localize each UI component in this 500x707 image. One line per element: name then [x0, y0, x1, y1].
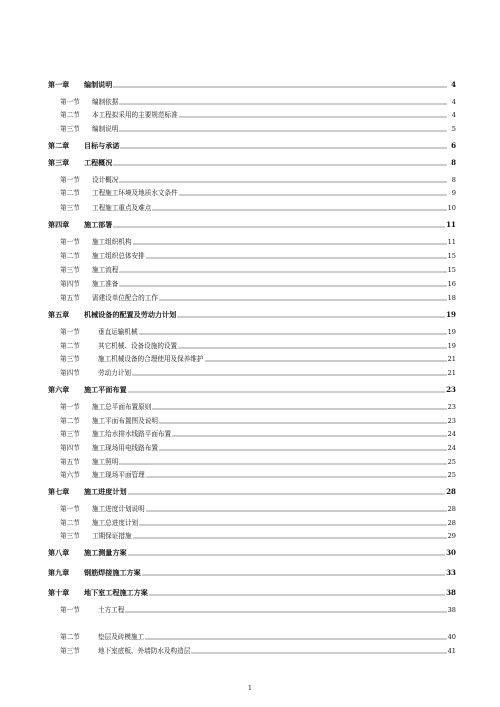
toc-entry-title: 其它机械、设备设施的设置: [98, 342, 178, 350]
toc-entry-page: 8: [451, 176, 456, 184]
toc-entry-title: 施工进度计划说明: [92, 505, 145, 513]
toc-entry-title: 土方工程: [98, 606, 125, 614]
toc-entry-title: 施工测量方案: [84, 548, 127, 557]
toc-entry-title: 垂直运输机械: [98, 328, 138, 336]
toc-entry-number: 第三节: [60, 125, 80, 133]
toc-chapter-entry[interactable]: [48, 588, 456, 598]
toc-entry-page: 21: [447, 355, 456, 363]
toc-entry-page: 25: [447, 471, 456, 479]
toc-entry-title: 工程概况: [84, 158, 113, 167]
toc-entry-number: 第四节: [60, 369, 80, 377]
toc-entry-title: 施工给水排水线路平面布置: [92, 430, 172, 438]
toc-entry-title: 编制依据: [92, 98, 119, 106]
toc-chapter-entry[interactable]: [48, 220, 456, 230]
toc-entry-page: 10: [447, 204, 456, 212]
toc-chapter-entry[interactable]: [48, 310, 456, 320]
toc-entry-title: 钢筋焊接施工方案: [84, 568, 141, 577]
toc-entry-number: 第二节: [60, 342, 80, 350]
toc-section-entry[interactable]: [48, 632, 456, 642]
toc-chapter-entry[interactable]: [48, 548, 456, 558]
toc-entry-page: 19: [447, 342, 456, 350]
toc-entry-page: 19: [447, 328, 456, 336]
dot-leader: [128, 489, 446, 495]
toc-entry-page: 16: [447, 280, 456, 288]
toc-entry-page: 5: [451, 125, 456, 133]
dot-leader: [132, 370, 447, 376]
toc-entry-number: 第三节: [60, 430, 80, 438]
toc-entry-number: 第一节: [60, 606, 80, 614]
toc-entry-number: 第六章: [48, 385, 70, 394]
toc-entry-page: 28: [446, 487, 456, 496]
toc-entry-number: 第二节: [60, 252, 80, 260]
toc-entry-page: 15: [447, 252, 456, 260]
page-number: 1: [247, 684, 253, 692]
toc-section-entry[interactable]: [48, 293, 456, 303]
toc-section-entry[interactable]: [48, 402, 456, 412]
toc-entry-number: 第二节: [60, 189, 80, 197]
table-of-contents: [48, 0, 456, 707]
toc-entry-page: 21: [447, 369, 456, 377]
toc-section-entry[interactable]: [48, 124, 456, 134]
toc-entry-page: 4: [451, 98, 456, 106]
dot-leader: [128, 550, 446, 556]
toc-entry-title: 目标与承诺: [84, 141, 120, 150]
dot-leader: [159, 418, 447, 424]
dot-leader: [152, 404, 446, 410]
toc-entry-number: 第一节: [60, 238, 80, 246]
dot-leader: [179, 190, 447, 196]
toc-section-entry[interactable]: [48, 188, 456, 198]
toc-entry-number: 第一节: [60, 505, 80, 513]
toc-entry-title: 施工准备: [92, 280, 119, 288]
dot-leader: [139, 329, 447, 335]
toc-entry-title: 编制说明: [92, 125, 119, 133]
toc-entry-number: 第三节: [60, 266, 80, 274]
dot-leader: [119, 126, 447, 132]
dot-leader: [178, 343, 446, 349]
toc-entry-number: 第六节: [60, 471, 80, 479]
toc-entry-number: 第四节: [60, 444, 80, 452]
toc-entry-page: 30: [446, 548, 456, 557]
dot-leader: [149, 590, 445, 596]
toc-entry-title: 工程施工重点及难点: [92, 204, 152, 212]
toc-section-entry[interactable]: [48, 327, 456, 337]
dot-leader: [133, 533, 447, 539]
toc-entry-title: 编制说明: [84, 80, 113, 89]
toc-entry-title: 施工现场用电线路布置: [92, 444, 158, 452]
dot-leader: [113, 160, 447, 166]
toc-entry-number: 第七章: [48, 487, 70, 496]
toc-entry-title: 垫层及砖模施工: [98, 633, 145, 641]
dot-leader: [152, 205, 446, 211]
toc-entry-page: 23: [447, 403, 456, 411]
toc-entry-title: 工期保证措施: [92, 532, 132, 540]
dot-leader: [125, 607, 446, 613]
toc-entry-page: 9: [451, 189, 456, 197]
toc-entry-page: 4: [451, 80, 456, 89]
toc-entry-number: 第二节: [60, 417, 80, 425]
toc-entry-number: 第五节: [60, 294, 80, 302]
toc-entry-title: 施工平面布置: [84, 385, 127, 394]
dot-leader: [159, 295, 447, 301]
toc-section-entry[interactable]: [48, 531, 456, 541]
dot-leader: [142, 570, 445, 576]
toc-entry-title: 施工组织总体安排: [92, 252, 145, 260]
toc-entry-page: 25: [447, 458, 456, 466]
toc-entry-title: 需建设单位配合的工作: [92, 294, 158, 302]
dot-leader: [119, 459, 446, 465]
toc-entry-title: 本工程拟采用的主要规范标准: [92, 111, 178, 119]
toc-entry-number: 第五节: [60, 458, 80, 466]
toc-entry-title: 劳动力计划: [98, 369, 131, 377]
toc-section-entry[interactable]: [48, 265, 456, 275]
toc-entry-page: 38: [447, 606, 456, 614]
toc-chapter-entry[interactable]: [48, 385, 456, 395]
dot-leader: [172, 431, 446, 437]
toc-entry-page: 11: [446, 220, 456, 229]
toc-entry-title: 设计概况: [92, 176, 119, 184]
toc-entry-page: 18: [447, 294, 456, 302]
toc-section-entry[interactable]: [48, 341, 456, 351]
dot-leader: [146, 472, 447, 478]
toc-section-entry[interactable]: [48, 429, 456, 439]
dot-leader: [133, 239, 447, 245]
toc-chapter-entry[interactable]: [48, 141, 456, 151]
toc-entry-number: 第一节: [60, 403, 80, 411]
toc-section-entry[interactable]: [48, 97, 456, 107]
toc-entry-page: 19: [446, 310, 456, 319]
toc-section-entry[interactable]: [48, 203, 456, 213]
toc-entry-title: 机械设备的配置及劳动力计划: [84, 310, 177, 319]
toc-entry-number: 第四章: [48, 220, 70, 229]
toc-entry-page: 24: [447, 430, 456, 438]
toc-entry-page: 40: [447, 633, 456, 641]
dot-leader: [139, 520, 446, 526]
toc-section-entry[interactable]: [48, 443, 456, 453]
toc-entry-page: 4: [451, 111, 456, 119]
toc-entry-page: 28: [447, 519, 456, 527]
toc-entry-number: 第二节: [60, 633, 80, 641]
dot-leader: [179, 112, 447, 118]
toc-entry-title: 施工进度计划: [84, 487, 127, 496]
dot-leader: [119, 267, 446, 273]
dot-leader: [205, 356, 447, 362]
toc-entry-page: 11: [447, 238, 456, 246]
toc-entry-page: 15: [447, 266, 456, 274]
toc-section-entry[interactable]: [48, 416, 456, 426]
toc-entry-number: 第九章: [48, 568, 70, 577]
toc-entry-number: 第三节: [60, 355, 80, 363]
toc-chapter-entry[interactable]: [48, 80, 456, 90]
toc-entry-number: 第三节: [60, 532, 80, 540]
toc-entry-page: 24: [447, 444, 456, 452]
dot-leader: [146, 506, 447, 512]
dot-leader: [177, 312, 445, 318]
toc-entry-number: 第三节: [60, 204, 80, 212]
toc-entry-number: 第二节: [60, 519, 80, 527]
dot-leader: [191, 648, 446, 654]
toc-entry-page: 6: [451, 141, 456, 150]
toc-section-entry[interactable]: [48, 470, 456, 480]
dot-leader: [128, 387, 446, 393]
dot-leader: [146, 253, 447, 259]
toc-section-entry[interactable]: [48, 279, 456, 289]
toc-section-entry[interactable]: [48, 175, 456, 185]
toc-entry-number: 第八章: [48, 548, 70, 557]
dot-leader: [145, 634, 446, 640]
toc-entry-title: 施工总平面布置原则: [92, 403, 152, 411]
toc-entry-page: 38: [446, 588, 456, 597]
toc-entry-page: 28: [447, 505, 456, 513]
toc-entry-title: 施工平面布置图及说明: [92, 417, 158, 425]
toc-section-entry[interactable]: [48, 368, 456, 378]
toc-entry-number: 第三章: [48, 158, 70, 167]
toc-entry-number: 第五章: [48, 310, 70, 319]
dot-leader: [119, 177, 447, 183]
toc-section-entry[interactable]: [48, 646, 456, 656]
toc-entry-title: 施工总进度计划: [92, 519, 139, 527]
dot-leader: [120, 143, 447, 149]
toc-chapter-entry[interactable]: [48, 158, 456, 168]
toc-chapter-entry[interactable]: [48, 568, 456, 578]
toc-section-entry[interactable]: [48, 110, 456, 120]
toc-chapter-entry[interactable]: [48, 487, 456, 497]
toc-entry-title: 施工流程: [92, 266, 119, 274]
toc-entry-number: 第二节: [60, 111, 80, 119]
toc-entry-number: 第二章: [48, 141, 70, 150]
toc-entry-number: 第一节: [60, 176, 80, 184]
toc-entry-number: 第十章: [48, 588, 70, 597]
toc-section-entry[interactable]: [48, 237, 456, 247]
toc-entry-page: 29: [447, 532, 456, 540]
toc-entry-page: 8: [451, 158, 456, 167]
toc-section-entry[interactable]: [48, 518, 456, 528]
toc-entry-title: 施工部署: [84, 220, 113, 229]
toc-entry-title: 施工组织机构: [92, 238, 132, 246]
dot-leader: [113, 82, 447, 88]
toc-section-entry[interactable]: [48, 605, 456, 615]
toc-section-entry[interactable]: [48, 354, 456, 364]
toc-section-entry[interactable]: [48, 457, 456, 467]
toc-entry-page: 23: [447, 417, 456, 425]
toc-section-entry[interactable]: [48, 504, 456, 514]
toc-entry-title: 地下室底板、外墙防水及构造层: [98, 647, 191, 655]
toc-entry-number: 第一节: [60, 328, 80, 336]
toc-entry-number: 第一节: [60, 98, 80, 106]
toc-section-entry[interactable]: [48, 251, 456, 261]
toc-entry-number: 第四节: [60, 280, 80, 288]
toc-entry-title: 施工照明: [92, 458, 119, 466]
toc-entry-page: 23: [446, 385, 456, 394]
dot-leader: [119, 99, 447, 105]
toc-entry-number: 第一章: [48, 80, 70, 89]
dot-leader: [113, 222, 445, 228]
toc-entry-number: 第三节: [60, 647, 80, 655]
toc-entry-title: 施工现场平面管理: [92, 471, 145, 479]
toc-entry-title: 工程施工环境及地质水文条件: [92, 189, 178, 197]
dot-leader: [159, 445, 447, 451]
toc-entry-title: 施工机械设备的合理使用及保养维护: [98, 355, 204, 363]
dot-leader: [119, 281, 446, 287]
toc-entry-page: 41: [447, 647, 456, 655]
toc-entry-page: 33: [446, 568, 456, 577]
toc-entry-title: 地下室工程施工方案: [84, 588, 148, 597]
